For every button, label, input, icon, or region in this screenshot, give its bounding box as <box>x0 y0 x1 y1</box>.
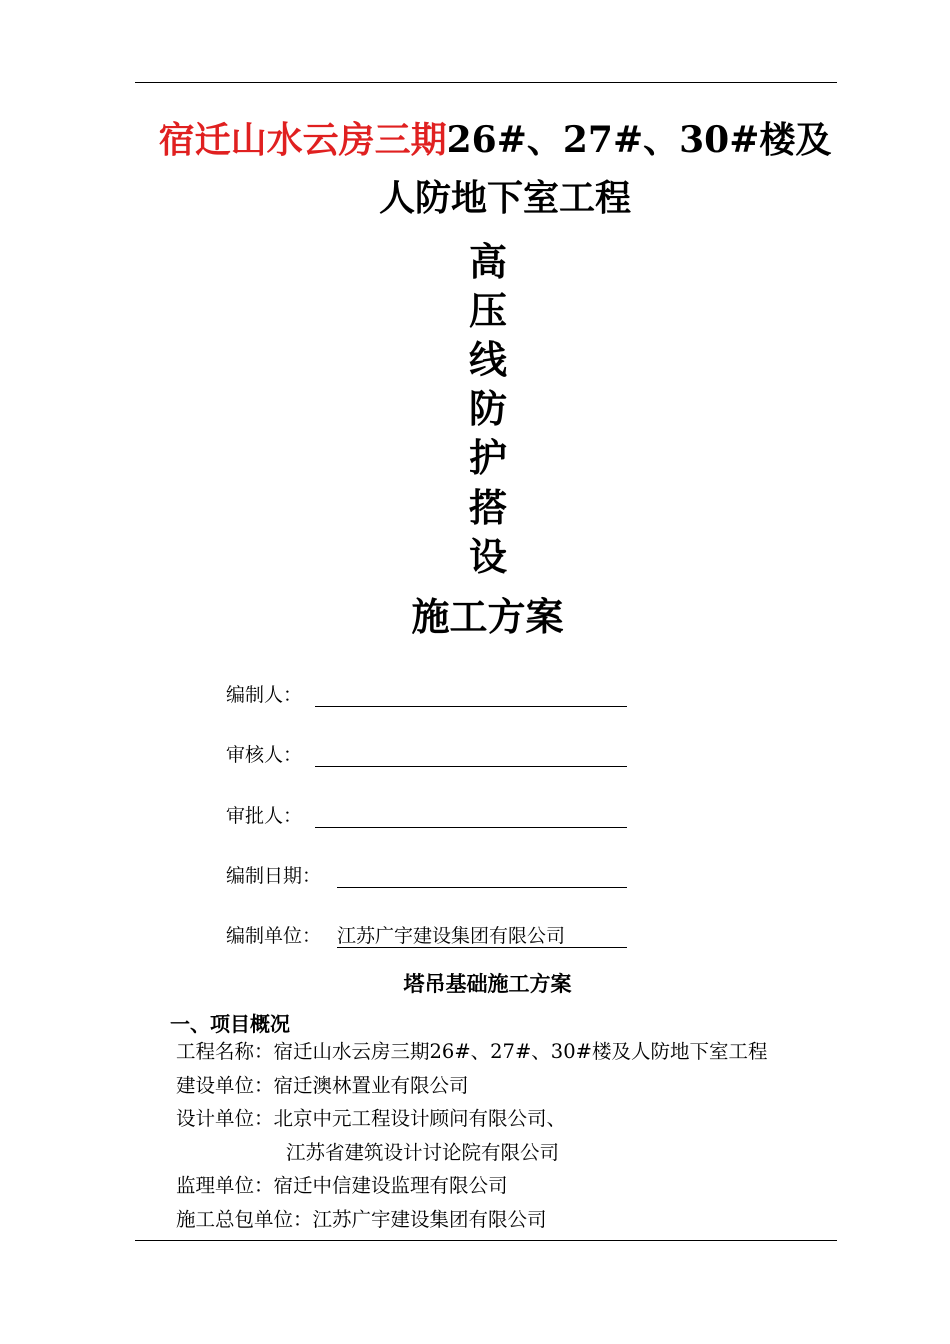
approver-underline <box>315 827 627 828</box>
date-underline <box>337 887 627 888</box>
cover-title-line2: 人防地下室工程 <box>378 177 631 219</box>
signature-unit <box>226 923 566 949</box>
approver-label: 审批人： <box>226 805 303 827</box>
unit-underline <box>337 947 627 948</box>
bottom-rule <box>135 1240 837 1241</box>
reviewer-underline <box>315 766 627 767</box>
unit-value: 江苏广宇建设集团有限公司 <box>337 925 566 947</box>
signature-compiler <box>226 682 302 708</box>
cover-title-black: 26#、27#、30#楼及 <box>446 119 832 161</box>
vertical-char-4: 防 <box>468 386 507 431</box>
info-row-project-name: 工程名称：宿迁山水云房三期26#、27#、30#楼及人防地下室工程 <box>176 1040 768 1063</box>
cover-title-line1 <box>0 112 950 163</box>
vertical-char-5: 护 <box>468 435 507 480</box>
compiler-label: 编制人： <box>226 684 303 706</box>
unit-label: 编制单位： <box>226 925 322 947</box>
vertical-char-6: 搭 <box>468 485 507 530</box>
info-row-designer-2: 江苏省建筑设计讨论院有限公司 <box>286 1141 560 1164</box>
compiler-underline <box>315 706 627 707</box>
vertical-char-1: 高 <box>468 239 507 284</box>
info-row-supervisor: 监理单位：宿迁中信建设监理有限公司 <box>176 1174 508 1197</box>
section-subheading: 一、项目概况 <box>170 1012 290 1036</box>
signature-date <box>226 863 321 889</box>
info-row-designer: 设计单位：北京中元工程设计顾问有限公司、 <box>176 1107 567 1130</box>
signature-approver <box>226 803 302 829</box>
section-heading: 塔吊基础施工方案 <box>403 971 572 996</box>
info-row-contractor: 施工总包单位：江苏广宇建设集团有限公司 <box>176 1208 547 1231</box>
reviewer-label: 审核人： <box>226 744 303 766</box>
vertical-char-3: 线 <box>468 337 507 382</box>
top-rule <box>135 82 837 83</box>
signature-reviewer <box>226 742 302 768</box>
vertical-char-7: 设 <box>468 534 507 579</box>
vertical-char-2: 压 <box>468 288 507 333</box>
cover-title-red: 宿迁山水云房三期 <box>158 119 447 161</box>
info-row-owner: 建设单位：宿迁澳林置业有限公司 <box>176 1074 469 1097</box>
cover-title-line3: 施工方案 <box>411 594 564 639</box>
date-label: 编制日期： <box>226 865 322 887</box>
